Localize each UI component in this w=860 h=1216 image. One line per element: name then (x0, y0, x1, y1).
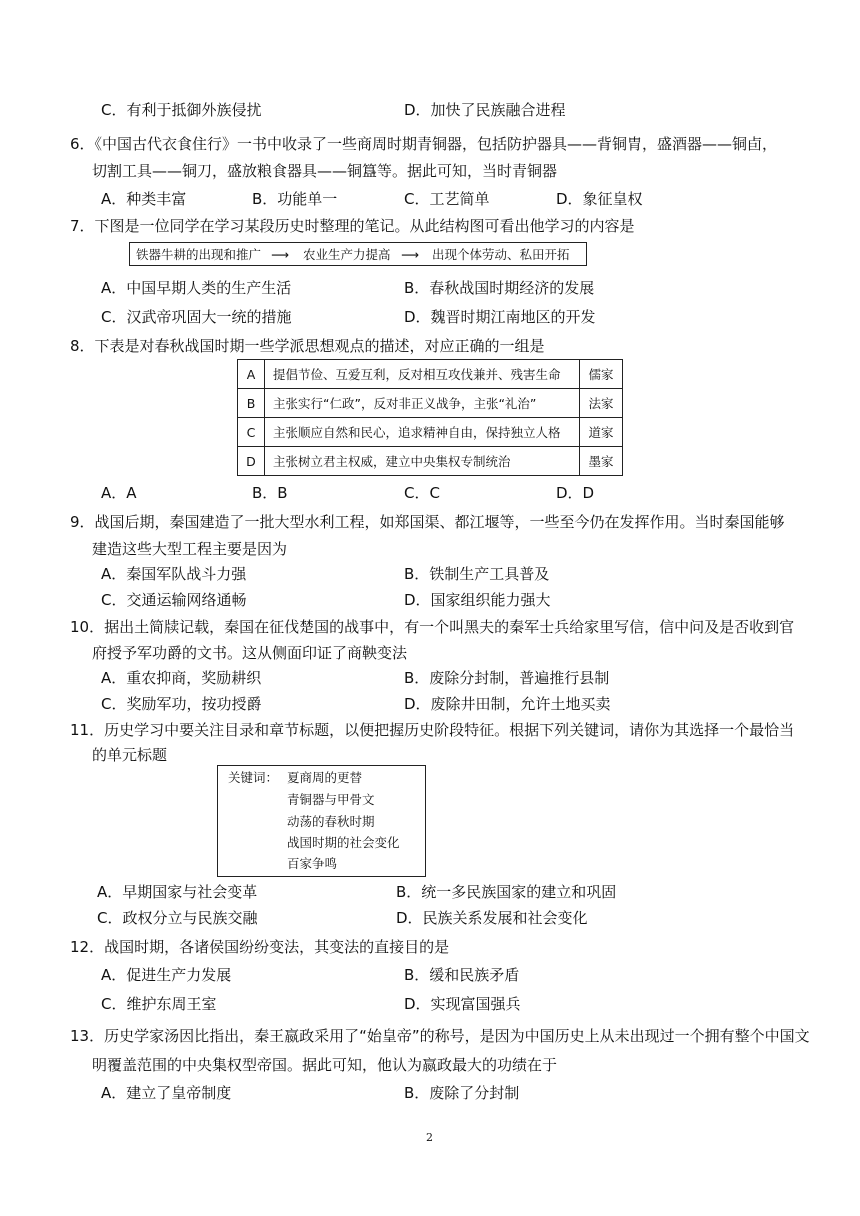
q6-option-a: A．种类丰富 (101, 190, 187, 208)
flow-arrow-2: ⟶ (401, 247, 419, 262)
keyword-item: 动荡的春秋时期 (287, 814, 375, 829)
q12-stem: 12．战国时期，各诸侯国纷纷变法，其变法的直接目的是 (70, 938, 450, 956)
q13-stem-line2: 明覆盖范围的中央集权型帝国。据此可知，他认为嬴政最大的功绩在于 (92, 1056, 558, 1074)
q11-option-a: A．早期国家与社会变革 (97, 883, 258, 901)
q8-option-d: D．D (556, 484, 595, 502)
flow-node-1: 铁器牛耕的出现和推广 (136, 247, 262, 262)
q13-option-a: A．建立了皇帝制度 (101, 1084, 232, 1102)
flow-arrow-1: ⟶ (271, 247, 289, 262)
keyword-item: 战国时期的社会变化 (287, 835, 400, 850)
q6-option-d: D．象征皇权 (556, 190, 643, 208)
q10-option-c: C．奖励军功，按功授爵 (101, 695, 262, 713)
flow-node-2: 农业生产力提高 (303, 247, 391, 262)
q7-stem: 7．下图是一位同学在学习某段历史时整理的笔记。从此结构图可看出他学习的内容是 (70, 217, 635, 235)
q10-stem-line1: 10．据出土简牍记载，秦国在征伐楚国的战事中，有一个叫黑夫的秦军士兵给家里写信，信中问及是否收到官 (70, 618, 795, 636)
flow-node-3: 出现个体劳动、私田开拓 (432, 247, 570, 262)
q7-option-d: D．魏晋时期江南地区的开发 (404, 308, 596, 326)
row-key: A (238, 360, 265, 389)
q10-stem-line2: 府授予军功爵的文书。这从侧面印证了商鞅变法 (92, 644, 408, 662)
q12-option-b: B．缓和民族矛盾 (404, 966, 520, 984)
q11-stem-line1: 11．历史学习中要关注目录和章节标题，以便把握历史阶段特征。根据下列关键词，请你为其选择一个最恰当 (70, 721, 795, 739)
table-row (238, 447, 623, 476)
q8-stem: 8．下表是对春秋战国时期一些学派思想观点的描述，对应正确的一组是 (70, 337, 545, 355)
q10-option-d: D．废除井田制，允许土地买卖 (404, 695, 611, 713)
q8-option-b: B．B (252, 484, 288, 502)
keyword-item: 夏商周的更替 (287, 770, 363, 785)
row-description: 提倡节俭、互爱互利，反对相互攻伐兼并、残害生命 (265, 360, 580, 389)
q10-option-a: A．重农抑商，奖励耕织 (101, 669, 262, 687)
q6-stem-line1: 6．《中国古代衣食住行》一书中收录了一些商周时期青铜器，包括防护器具——背铜胄，盛酒器——铜卣， (70, 135, 778, 153)
table-row (238, 389, 623, 418)
row-school: 墨家 (580, 447, 623, 476)
row-school: 法家 (580, 389, 623, 418)
keyword-item: 青铜器与甲骨文 (287, 792, 375, 807)
keyword-item: 百家争鸣 (287, 856, 338, 871)
q6-stem-line2: 切割工具——铜刀，盛放粮食器具——铜簋等。据此可知，当时青铜器 (92, 162, 558, 180)
q5-option-c: C．有利于抵御外族侵扰 (101, 101, 262, 119)
q9-stem-line2: 建造这些大型工程主要是因为 (92, 540, 288, 558)
q11-stem-line2: 的单元标题 (92, 746, 168, 764)
q9-option-a: A．秦国军队战斗力强 (101, 565, 247, 583)
q9-stem-line1: 9．战国后期，秦国建造了一批大型水利工程，如郑国渠、都江堰等，一些至今仍在发挥作用。当时秦国能够 (70, 513, 785, 531)
q7-option-a: A．中国早期人类的生产生活 (101, 279, 292, 297)
keyword-label: 关键词： (228, 770, 279, 785)
q7-option-b: B．春秋战国时期经济的发展 (404, 279, 595, 297)
q12-option-c: C．维护东周王室 (101, 995, 217, 1013)
q8-table (237, 359, 623, 476)
q7-option-c: C．汉武帝巩固大一统的措施 (101, 308, 292, 326)
row-description: 主张顺应自然和民心，追求精神自由，保持独立人格 (265, 418, 580, 447)
q5-option-d: D．加快了民族融合进程 (404, 101, 566, 119)
q9-option-b: B．铁制生产工具普及 (404, 565, 550, 583)
q12-option-d: D．实现富国强兵 (404, 995, 521, 1013)
table-row (238, 418, 623, 447)
q11-option-b: B．统一多民族国家的建立和巩固 (396, 883, 617, 901)
page-number: 2 (426, 1131, 433, 1144)
q8-option-c: C．C (404, 484, 440, 502)
row-school: 道家 (580, 418, 623, 447)
q13-stem-line1: 13．历史学家汤因比指出，秦王嬴政采用了“始皇帝”的称号，是因为中国历史上从未出现过一个拥有整个中国文 (70, 1027, 810, 1045)
row-description: 主张实行“仁政”，反对非正义战争，主张“礼治” (265, 389, 580, 418)
q13-option-b: B．废除了分封制 (404, 1084, 520, 1102)
q10-option-b: B．废除分封制，普遍推行县制 (404, 669, 610, 687)
q9-option-d: D．国家组织能力强大 (404, 591, 551, 609)
q11-option-d: D．民族关系发展和社会变化 (396, 909, 588, 927)
row-key: D (238, 447, 265, 476)
q12-option-a: A．促进生产力发展 (101, 966, 232, 984)
row-school: 儒家 (580, 360, 623, 389)
table-row (238, 360, 623, 389)
row-key: B (238, 389, 265, 418)
q11-option-c: C．政权分立与民族交融 (97, 909, 258, 927)
q6-option-b: B．功能单一 (252, 190, 338, 208)
q9-option-c: C．交通运输网络通畅 (101, 591, 247, 609)
q8-option-a: A．A (101, 484, 137, 502)
row-key: C (238, 418, 265, 447)
q6-option-c: C．工艺简单 (404, 190, 490, 208)
row-description: 主张树立君主权威，建立中央集权专制统治 (265, 447, 580, 476)
